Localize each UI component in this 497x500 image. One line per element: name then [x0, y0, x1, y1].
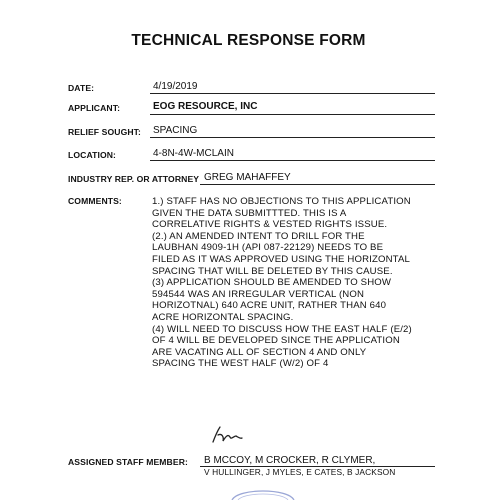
applicant-label: APPLICANT: — [68, 103, 121, 113]
comment-line: (4) WILL NEED TO DISCUSS HOW THE EAST HALF (E/2) — [152, 323, 412, 335]
comment-line: 1.) STAFF HAS NO OBJECTIONS TO THIS APPLICATION — [152, 196, 411, 207]
date-value: 4/19/2019 — [153, 81, 198, 92]
comment-line: (3) APPLICATION SHOULD BE AMENDED TO SHOW — [152, 277, 392, 289]
relief-sought-value: SPACING — [153, 125, 198, 136]
location-value: 4-8N-4W-MCLAIN — [153, 148, 234, 159]
comment-line: 594544 WAS AN IRREGULAR VERTICAL (NON — [152, 288, 365, 300]
assigned-staff-line-1: B MCCOY, M CROCKER, R CLYMER, — [204, 455, 376, 466]
relief-sought-label: RELIEF SOUGHT: — [68, 127, 142, 137]
location-label: LOCATION: — [68, 150, 116, 160]
comment-line: ACRE HORIZONTAL SPACING. — [152, 311, 294, 323]
industry-rep-label: INDUSTRY REP. OR ATTORNEY — [68, 174, 200, 184]
industry-rep-value: GREG MAHAFFEY — [204, 172, 291, 183]
location-underline — [150, 160, 435, 161]
comment-line: LAUBHAN 4909-1H (API 087-22129) NEEDS TO BE — [152, 242, 384, 254]
applicant-underline — [150, 114, 435, 115]
signature-mark — [210, 424, 244, 446]
comment-line: HORIZOTNAL) 640 ACRE UNIT, RATHER THAN 640 — [152, 300, 387, 312]
comment-line: (2.) AN AMENDED INTENT TO DRILL FOR THE — [152, 230, 365, 242]
comment-line: CORRELATIVE RIGHTS & VESTED RIGHTS ISSUE. — [152, 219, 388, 231]
form-title: TECHNICAL RESPONSE FORM — [131, 32, 366, 49]
comment-line: FILED AS IT WAS APPROVED USING THE HORIZONTAL — [152, 253, 411, 265]
comment-line: SPACING THAT WILL BE DELETED BY THIS CAUSE. — [152, 265, 393, 277]
applicant-value: EOG RESOURCE, INC — [153, 101, 258, 112]
industry-rep-underline — [200, 184, 435, 185]
assigned-staff-label: ASSIGNED STAFF MEMBER: — [68, 457, 188, 467]
comment-line: ARE VACATING ALL OF SECTION 4 AND ONLY — [152, 346, 367, 358]
comment-line: SPACING THE WEST HALF (W/2) OF 4 — [152, 358, 329, 370]
relief-sought-underline — [150, 137, 435, 138]
comments-text — [152, 196, 452, 370]
comment-line: GIVEN THE DATA SUBMITTTED. THIS IS A — [152, 207, 347, 219]
comment-line: OF 4 WILL BE DEVELOPED SINCE THE APPLICATION — [152, 335, 400, 347]
date-label: DATE: — [68, 83, 95, 93]
comments-label: COMMENTS: — [68, 196, 122, 206]
assigned-staff-line-2: V HULLINGER, J MYLES, E CATES, B JACKSON — [204, 467, 396, 477]
date-underline — [150, 93, 435, 94]
seal-stamp-icon — [228, 484, 298, 500]
